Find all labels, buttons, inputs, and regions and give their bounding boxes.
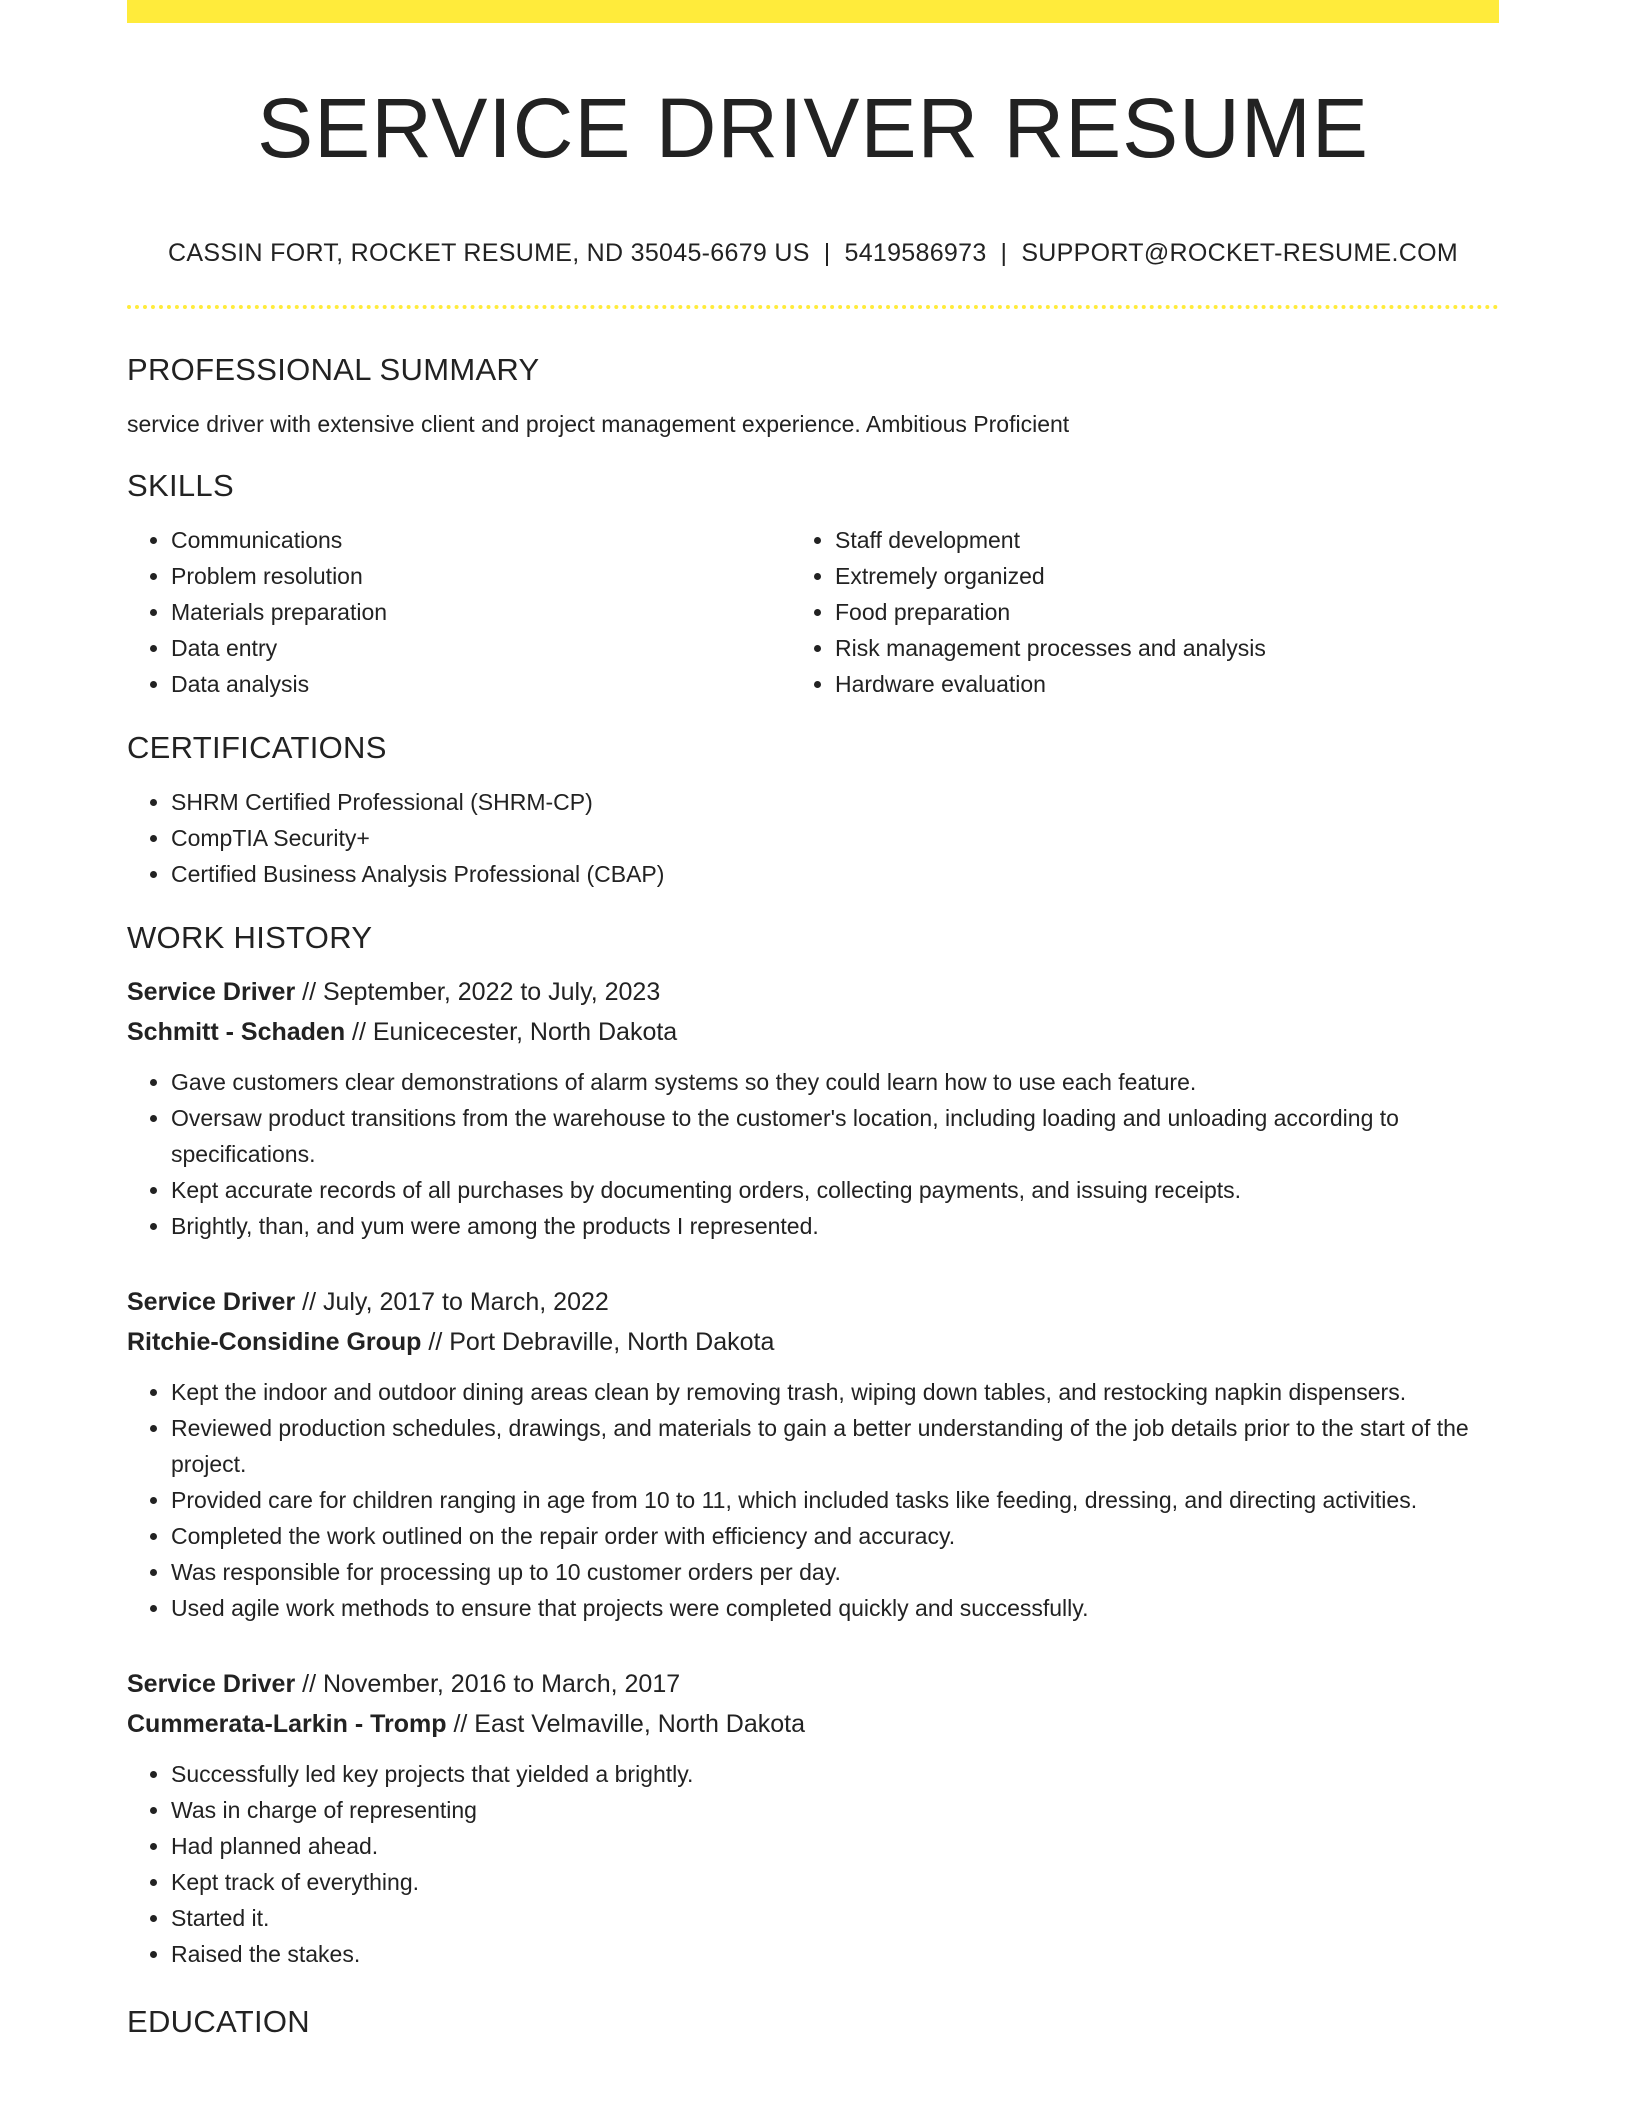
dotted-divider xyxy=(127,305,1499,309)
job-entry xyxy=(127,1664,1499,1972)
job-entry xyxy=(127,972,1499,1244)
contact-address: CASSIN FORT, ROCKET RESUME, ND 35045-6679 US xyxy=(168,239,810,267)
contact-line xyxy=(127,236,1499,270)
resume-content xyxy=(127,350,1499,2042)
job-company: Cummerata-Larkin - Tromp xyxy=(127,1710,447,1738)
job-bullets xyxy=(127,1374,1499,1626)
contact-separator: | xyxy=(823,239,831,267)
skill-item: • Data entry xyxy=(171,630,835,666)
job-company-line xyxy=(127,1704,1499,1744)
job-bullet: • Completed the work outlined on the repair order with efficiency and accuracy. xyxy=(171,1518,1499,1554)
job-bullet: • Kept accurate records of all purchases by documenting orders, collecting payments, and issuing receipts. xyxy=(171,1172,1499,1208)
job-bullets xyxy=(127,1064,1499,1244)
job-title-line xyxy=(127,1664,1499,1704)
certifications-section xyxy=(127,728,1499,892)
job-bullet: • Kept the indoor and outdoor dining areas clean by removing trash, wiping down tables, and restocking napkin dispensers. xyxy=(171,1374,1499,1410)
summary-text: service driver with extensive client and project management experience. Ambitious Proficient xyxy=(127,411,1070,437)
job-dates: // September, 2022 to July, 2023 xyxy=(295,978,661,1006)
education-heading: EDUCATION xyxy=(127,2004,310,2039)
work-history-heading: WORK HISTORY xyxy=(127,920,373,955)
skill-item: • Food preparation xyxy=(835,594,1499,630)
page-title: SERVICE DRIVER RESUME xyxy=(257,81,1369,175)
job-bullet: • Reviewed production schedules, drawings, and materials to gain a better understanding of the job details prior to the start of the project. xyxy=(171,1410,1499,1482)
job-bullet: • Provided care for children ranging in age from 10 to 11, which included tasks like feeding, dressing, and directing activities. xyxy=(171,1482,1499,1518)
job-bullet: • Used agile work methods to ensure that projects were completed quickly and successfully. xyxy=(171,1590,1499,1626)
job-bullet: • Successfully led key projects that yielded a brightly. xyxy=(171,1756,1499,1792)
accent-bar xyxy=(127,0,1499,23)
job-title: Service Driver xyxy=(127,1670,296,1698)
summary-section xyxy=(127,350,1499,440)
skill-item: • Extremely organized xyxy=(835,558,1499,594)
job-entry xyxy=(127,1282,1499,1626)
skills-heading: SKILLS xyxy=(127,468,234,503)
job-bullet: • Was responsible for processing up to 10 customer orders per day. xyxy=(171,1554,1499,1590)
job-title: Service Driver xyxy=(127,1288,296,1316)
job-company: Schmitt - Schaden xyxy=(127,1018,346,1046)
job-location: // Eunicecester, North Dakota xyxy=(345,1018,678,1046)
job-bullets xyxy=(127,1756,1499,1972)
job-company-line xyxy=(127,1322,1499,1362)
job-bullet: • Had planned ahead. xyxy=(171,1828,1499,1864)
certifications-heading: CERTIFICATIONS xyxy=(127,730,387,765)
skill-item: • Problem resolution xyxy=(171,558,835,594)
work-history-section xyxy=(127,918,1499,1972)
job-title-line xyxy=(127,1282,1499,1322)
job-bullet: • Started it. xyxy=(171,1900,1499,1936)
skills-column-2 xyxy=(835,522,1499,702)
contact-phone: 5419586973 xyxy=(844,239,987,267)
education-section xyxy=(127,2002,1499,2042)
job-location: // East Velmaville, North Dakota xyxy=(446,1710,805,1738)
skills-column-1 xyxy=(127,522,835,702)
skills-section xyxy=(127,466,1499,702)
skill-item: • Hardware evaluation xyxy=(835,666,1499,702)
certification-item: • SHRM Certified Professional (SHRM-CP) xyxy=(171,784,1499,820)
contact-email: SUPPORT@ROCKET-RESUME.COM xyxy=(1021,239,1458,267)
job-bullet: • Gave customers clear demonstrations of alarm systems so they could learn how to use each feature. xyxy=(171,1064,1499,1100)
job-bullet: • Oversaw product transitions from the warehouse to the customer's location, including loading and unloading according to specifications. xyxy=(171,1100,1499,1172)
job-bullet: • Kept track of everything. xyxy=(171,1864,1499,1900)
job-title-line xyxy=(127,972,1499,1012)
skill-item: • Risk management processes and analysis xyxy=(835,630,1499,666)
certifications-list xyxy=(127,784,1499,892)
job-company: Ritchie-Considine Group xyxy=(127,1328,422,1356)
skill-item: • Data analysis xyxy=(171,666,835,702)
job-location: // Port Debraville, North Dakota xyxy=(421,1328,775,1356)
certification-item: • Certified Business Analysis Professional (CBAP) xyxy=(171,856,1499,892)
skill-item: • Communications xyxy=(171,522,835,558)
skill-item: • Staff development xyxy=(835,522,1499,558)
contact-separator: | xyxy=(1000,239,1008,267)
skills-columns xyxy=(127,522,1499,702)
job-dates: // July, 2017 to March, 2022 xyxy=(295,1288,609,1316)
job-bullet: • Raised the stakes. xyxy=(171,1936,1499,1972)
job-title: Service Driver xyxy=(127,978,296,1006)
job-company-line xyxy=(127,1012,1499,1052)
summary-heading: PROFESSIONAL SUMMARY xyxy=(127,352,540,387)
skill-item: • Materials preparation xyxy=(171,594,835,630)
job-bullet: • Was in charge of representing xyxy=(171,1792,1499,1828)
job-bullet: • Brightly, than, and yum were among the products I represented. xyxy=(171,1208,1499,1244)
job-dates: // November, 2016 to March, 2017 xyxy=(295,1670,681,1698)
certification-item: • CompTIA Security+ xyxy=(171,820,1499,856)
